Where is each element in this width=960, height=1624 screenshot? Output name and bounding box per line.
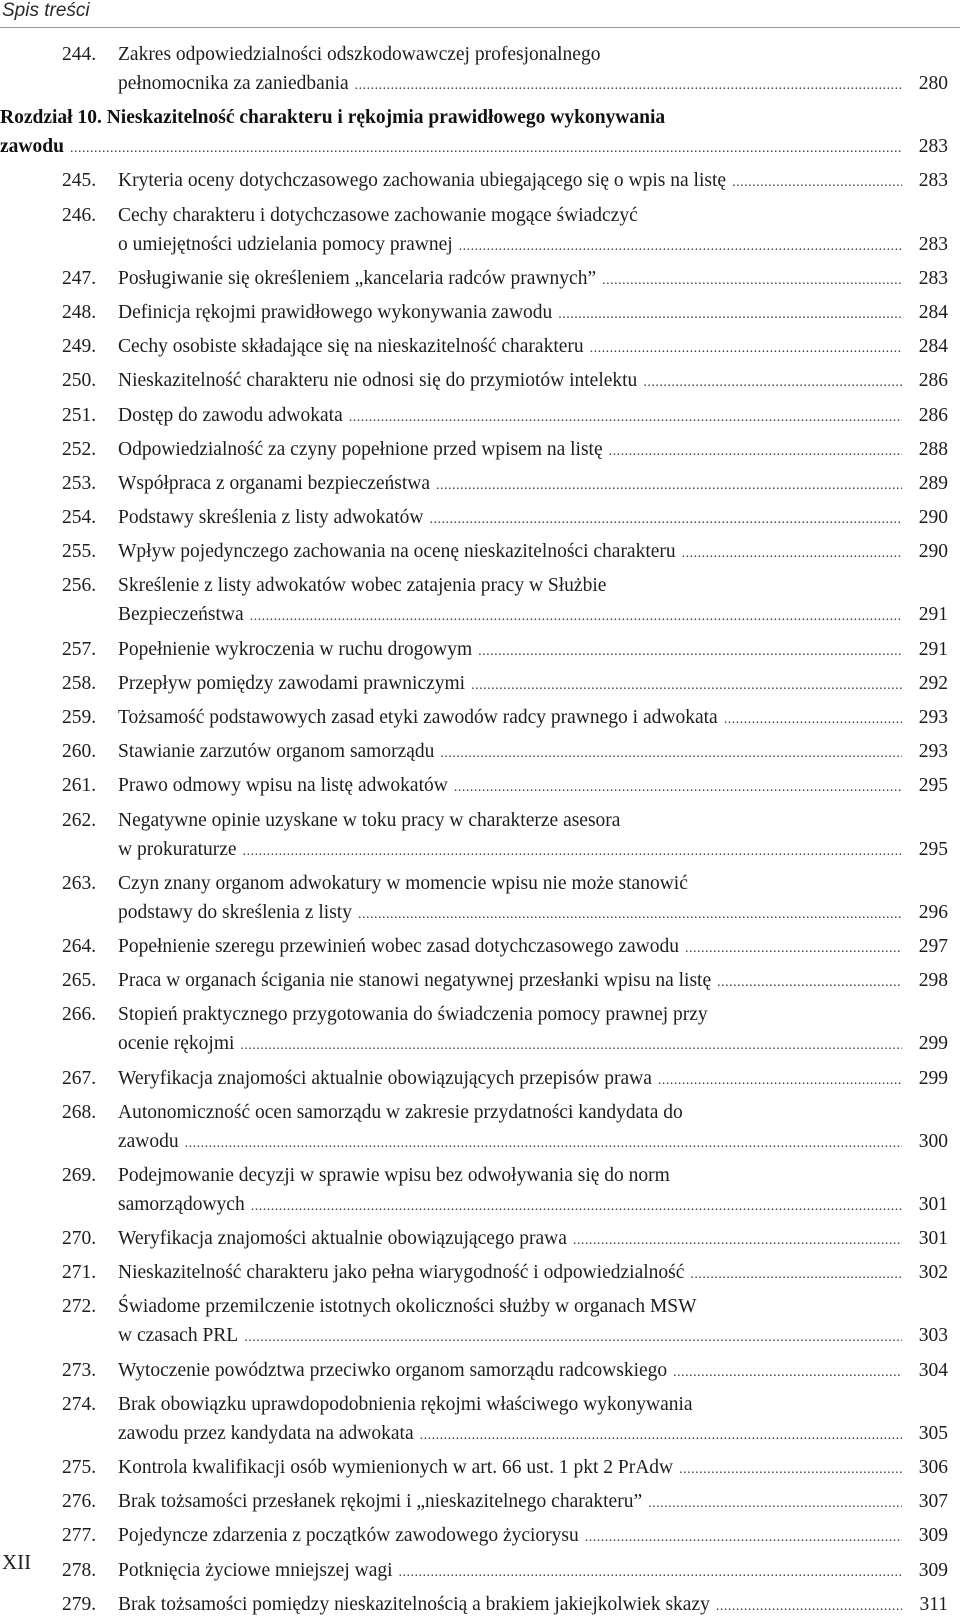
toc-entry-title-line: Definicja rękojmi prawidłowego wykonywania zawodu [118,301,553,323]
toc-page-number: 296 [918,901,948,923]
dot-leader [673,1358,902,1387]
toc-entry-title-line: podstawy do skreślenia z listy [118,901,352,923]
toc-entry [0,1161,948,1221]
dot-leader [585,1523,902,1552]
dot-leader [185,1129,902,1158]
dot-leader [355,71,902,100]
dot-leader [440,739,902,768]
dot-leader [648,1489,902,1518]
dot-leader [690,1260,902,1289]
toc-entry [0,264,948,295]
toc-entry-title-line: Negatywne opinie uzyskane w toku pracy w charakterze asesora [118,809,621,831]
dot-leader [471,671,902,700]
toc-entry-number: 251. [62,404,97,426]
dot-leader [558,300,902,329]
toc-chapter-heading [0,103,948,163]
toc-entry [0,1590,948,1621]
toc-entry-number: 275. [62,1457,97,1478]
toc-entry-number: 245. [62,170,97,192]
toc-entry [0,1224,948,1255]
toc-entry-number: 273. [62,1359,97,1381]
toc-entry-number: 263. [62,872,97,894]
dot-leader [679,1455,902,1484]
toc-entry-title-line: w czasach PRL [118,1325,239,1347]
toc-page-number: 311 [919,1593,948,1615]
toc-entry-title-line: Prawo odmowy wpisu na listę adwokatów [118,775,448,797]
toc-entry-title-line: Kryteria oceny dotychczasowego zachowania ubiegającego się o wpis na listę [118,170,727,192]
toc-page-number: 303 [918,1325,948,1347]
toc-entry-number: 276. [62,1491,97,1513]
toc-entry-number: 258. [62,672,97,694]
toc-entry-title-line: Podejmowanie decyzji w sprawie wpisu bez odwoływania się do norm [118,1164,670,1186]
toc-entry [0,932,948,963]
toc-entry-number: 253. [62,472,97,494]
table-of-contents [0,40,948,1624]
toc-entry-number: 269. [62,1164,97,1186]
toc-entry-title-line: zawodu [0,136,64,158]
toc-entry-title-line: Czyn znany organom adwokatury w momencie wpisu nie może stanowić [118,872,688,894]
toc-entry-number: 270. [62,1228,97,1250]
toc-entry-number: 274. [62,1393,97,1415]
toc-entry [0,435,948,466]
toc-entry-number: 267. [62,1067,97,1089]
toc-entry-title-line: Kontrola kwalifikacji osób wymienionych w art. 66 ust. 1 pkt 2 PrAdw [118,1457,674,1478]
toc-entry-title-line: ocenie rękojmi [118,1033,235,1055]
dot-leader [732,168,902,197]
toc-entry-title-line: Świadome przemilczenie istotnych okoliczności służby w organach MSW [118,1296,697,1318]
toc-page-number: 301 [918,1193,948,1215]
toc-entry [0,1064,948,1095]
toc-entry-title-line: Tożsamość podstawowych zasad etyki zawodów radcy prawnego i adwokata [118,707,718,728]
page-number: XII [2,1550,32,1574]
toc-entry-title-line: Popełnienie szeregu przewinień wobec zasad dotychczasowego zawodu [118,935,679,957]
toc-entry-number: 272. [62,1296,97,1318]
toc-entry [0,1292,948,1352]
toc-entry-number: 248. [62,301,97,323]
toc-entry-title-line: Bezpieczeństwa [118,604,244,626]
dot-leader [243,837,902,866]
toc-entry-number: 244. [62,44,97,65]
toc-entry-number: 254. [62,507,97,529]
toc-entry-title-line: Rozdział 10. Nieskazitelność charakteru i rękojmia prawidłowego wykonywania [0,107,666,129]
toc-entry [0,1521,948,1552]
dot-leader [70,134,902,163]
dot-leader [724,705,902,734]
toc-page-number: 309 [918,1559,948,1581]
toc-page-number: 284 [918,301,948,323]
dot-leader [609,437,902,466]
toc-entry-title-line: Brak tożsamości pomiędzy nieskazitelnością a brakiem jakiejkolwiek skazy [118,1593,710,1615]
toc-entry-title-line: Autonomiczność ocen samorządu w zakresie przydatności kandydata do [118,1101,683,1123]
toc-entry-number: 268. [62,1101,97,1123]
toc-entry-title-line: Wpływ pojedynczego zachowania na ocenę nieskazitelności charakteru [118,541,676,563]
toc-page-number: 302 [918,1262,948,1284]
toc-entry-title-line: Wytoczenie powództwa przeciwko organom samorządu radcowskiego [118,1359,668,1381]
toc-page-number: 283 [918,267,948,289]
toc-page-number: 293 [918,707,948,728]
toc-page-number: 286 [918,370,948,392]
toc-page-number: 306 [918,1457,948,1478]
dot-leader [358,900,902,929]
toc-entry-title-line: Cechy osobiste składające się na nieskazitelność charakteru [118,336,584,358]
toc-entry-title-line: Weryfikacja znajomości aktualnie obowiązującego prawa [118,1228,567,1250]
toc-entry [0,703,948,734]
dot-leader [454,773,902,802]
toc-entry-number: 257. [62,638,97,660]
toc-page-number: 280 [918,73,948,94]
toc-entry-number: 260. [62,741,97,763]
toc-entry-title-line: Przepływ pomiędzy zawodami prawniczymi [118,672,466,694]
toc-entry-title-line: Odpowiedzialność za czyny popełnione przed wpisem na listę [118,438,603,460]
toc-page-number: 295 [918,775,948,797]
toc-page-number: 300 [918,1130,948,1152]
toc-entry [0,571,948,631]
toc-entry [0,966,948,997]
dot-leader [643,368,902,397]
toc-entry-title-line: zawodu [118,1130,179,1152]
toc-entry-title-line: Brak obowiązku uprawdopodobnienia rękojmi właściwego wykonywania [118,1393,693,1415]
toc-entry-title-line: Popełnienie wykroczenia w ruchu drogowym [118,638,473,660]
dot-leader [251,1192,902,1221]
toc-entry [0,1453,948,1484]
dot-leader [250,602,902,631]
toc-page-number: 290 [918,541,948,563]
toc-entry-title-line: Dostęp do zawodu adwokata [118,404,343,426]
toc-entry-title-line: Podstawy skreślenia z listy adwokatów [118,507,424,529]
dot-leader [459,232,902,261]
toc-entry-title-line: Nieskazitelność charakteru jako pełna wiarygodność i odpowiedzialność [118,1262,685,1284]
toc-entry-number: 256. [62,575,97,597]
toc-page-number: 288 [918,438,948,460]
toc-entry-title-line: w prokuraturze [118,838,237,860]
dot-leader [349,403,902,432]
toc-entry-title-line: Cechy charakteru i dotychczasowe zachowanie mogące świadczyć [118,204,638,226]
toc-page-number: 289 [918,472,948,494]
toc-entry-title-line: Stawianie zarzutów organom samorządu [118,741,435,763]
toc-entry-number: 259. [62,707,97,728]
toc-entry-title-line: zawodu przez kandydata na adwokata [118,1422,414,1444]
dot-leader [590,334,902,363]
toc-entry [0,806,948,866]
toc-entry-number: 255. [62,541,97,563]
toc-entry [0,669,948,700]
toc-page-number: 298 [918,970,948,992]
toc-entry-title-line: Weryfikacja znajomości aktualnie obowiązujących przepisów prawa [118,1067,652,1089]
toc-entry-number: 249. [62,336,97,358]
toc-entry-number: 265. [62,970,97,992]
toc-page-number: 305 [918,1422,948,1444]
toc-page-number: 284 [918,336,948,358]
dot-leader [716,1592,902,1621]
toc-entry-number: 252. [62,438,97,460]
toc-page-number: 309 [918,1525,948,1547]
toc-entry-title-line: Pojedyncze zdarzenia z początków zawodowego życiorysu [118,1525,579,1547]
toc-entry-title-line: Stopień praktycznego przygotowania do świadczenia pomocy prawnej przy [118,1004,708,1026]
toc-page-number: 295 [918,838,948,860]
toc-entry-number: 261. [62,775,97,797]
toc-entry-title-line: Zakres odpowiedzialności odszkodowawczej profesjonalnego [118,44,601,65]
dot-leader [429,505,902,534]
toc-entry [0,166,948,197]
toc-entry-title-line: samorządowych [118,1193,245,1215]
toc-entry [0,737,948,768]
toc-entry [0,1487,948,1518]
toc-entry-title-line: Skreślenie z listy adwokatów wobec zatajenia pracy w Służbie [118,575,607,597]
toc-entry-title-line: Nieskazitelność charakteru nie odnosi się do przymiotów intelektu [118,370,638,392]
running-header-title: Spis treści [2,0,90,21]
toc-entry [0,1000,948,1060]
dot-leader [602,266,902,295]
toc-page-number: 283 [918,170,948,192]
toc-entry [0,332,948,363]
toc-page-number: 293 [918,741,948,763]
toc-entry [0,869,948,929]
toc-entry [0,1098,948,1158]
toc-entry [0,635,948,666]
toc-entry [0,503,948,534]
toc-entry [0,469,948,500]
toc-entry-title-line: pełnomocnika za zaniedbania [118,73,349,94]
toc-entry [0,401,948,432]
toc-entry-title-line: Brak tożsamości przesłanek rękojmi i „nieskazitelnego charakteru” [118,1491,643,1513]
toc-entry-title-line: o umiejętności udzielania pomocy prawnej [118,233,453,255]
dot-leader [436,471,902,500]
toc-entry [0,1258,948,1289]
dot-leader [658,1066,902,1095]
toc-entry-number: 250. [62,370,97,392]
toc-entry [0,366,948,397]
toc-entry-number: 278. [62,1559,97,1581]
toc-entry-title-line: Potknięcia życiowe mniejszej wagi [118,1559,393,1581]
dot-leader [420,1421,902,1450]
toc-page-number: 299 [918,1067,948,1089]
toc-entry [0,1390,948,1450]
dot-leader [399,1558,902,1587]
toc-page-number: 297 [918,935,948,957]
dot-leader [240,1031,902,1060]
toc-page-number: 299 [918,1033,948,1055]
toc-entry-number: 262. [62,809,97,831]
toc-page-number: 301 [918,1228,948,1250]
toc-entry-number: 279. [62,1593,97,1615]
dot-leader [682,539,902,568]
toc-page-number: 307 [918,1491,948,1513]
dot-leader [244,1323,902,1352]
toc-page-number: 291 [918,638,948,660]
toc-page-number: 304 [918,1359,948,1381]
toc-page-number: 291 [918,604,948,626]
toc-entry-title-line: Posługiwanie się określeniem „kancelaria radców prawnych” [118,267,597,289]
toc-page-number: 283 [918,136,948,158]
toc-entry-number: 266. [62,1004,97,1026]
toc-entry-title-line: Współpraca z organami bezpieczeństwa [118,472,431,494]
toc-page-number: 283 [918,233,948,255]
toc-entry-number: 264. [62,935,97,957]
toc-entry-number: 247. [62,267,97,289]
dot-leader [717,968,902,997]
toc-entry [0,771,948,802]
toc-page-number: 290 [918,507,948,529]
toc-entry-number: 277. [62,1525,97,1547]
toc-entry [0,201,948,261]
toc-entry [0,1356,948,1387]
dot-leader [685,934,902,963]
toc-entry-number: 271. [62,1262,97,1284]
toc-entry [0,298,948,329]
dot-leader [573,1226,902,1255]
toc-entry-number: 246. [62,204,97,226]
toc-entry [0,40,948,100]
toc-entry-title-line: Praca w organach ścigania nie stanowi negatywnej przesłanki wpisu na listę [118,970,712,992]
dot-leader [478,637,902,666]
toc-entry [0,537,948,568]
toc-page-number: 292 [918,672,948,694]
header-divider [0,27,960,28]
toc-page-number: 286 [918,404,948,426]
